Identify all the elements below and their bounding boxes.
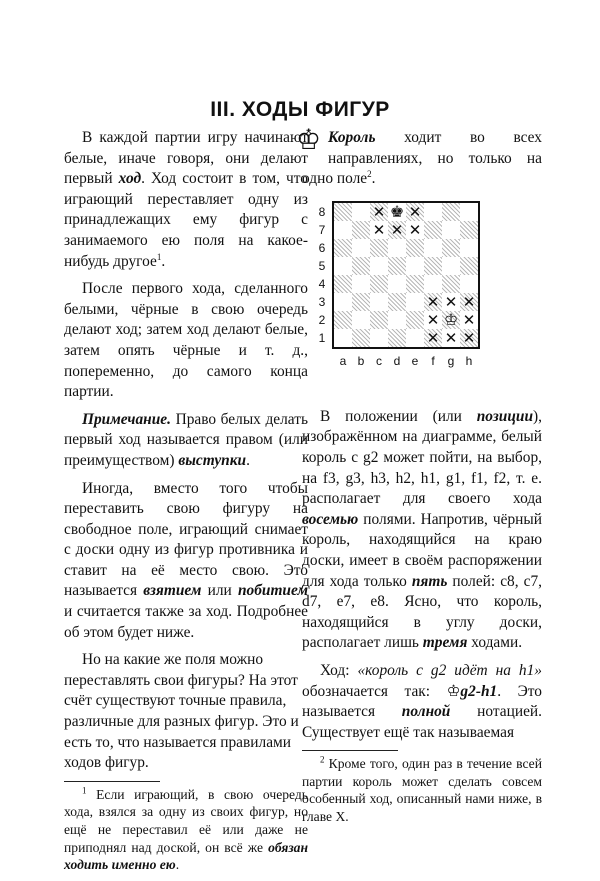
cross-icon: ✕ (426, 310, 440, 329)
file-label-b: b (357, 353, 365, 368)
paragraph-position (302, 407, 542, 654)
footnote-ref-2: 2 (367, 169, 372, 180)
note-label: Примечание. (82, 410, 171, 428)
text: ходами. (467, 634, 523, 652)
text: Кроме того, один раз в течение всей партии король может сделать совсем особенный ход, описанный нами ниже, в главе X. (302, 756, 542, 825)
footnote-2 (302, 755, 542, 825)
square-f6 (424, 239, 442, 257)
square-b3 (352, 293, 370, 311)
footnote-number: 1 (82, 785, 87, 796)
file-label-a: a (339, 353, 347, 368)
term-capture: взятием (143, 582, 202, 600)
square-e5 (406, 257, 424, 275)
move-notation: g2-h1 (460, 682, 498, 700)
cross-icon: ✕ (426, 328, 440, 347)
square-h8 (460, 203, 478, 221)
paragraph-notation (302, 661, 542, 743)
text: нотацией. Существует ещё так называемая (302, 703, 542, 741)
text: Ход: (320, 661, 358, 679)
chapter-title: III. ХОДЫ ФИГУР (210, 98, 390, 121)
chess-diagram (302, 197, 542, 393)
square-h3 (460, 293, 478, 311)
square-f3 (424, 293, 442, 311)
square-c8 (370, 203, 388, 221)
text: Иногда, вместо того чтобы переставить свою фигуру на свободное поле, играющий снимает с доски одну из фигур противника и ставит на её место свою. Это называется (64, 479, 308, 600)
rank-label-4: 4 (318, 276, 326, 291)
footnote-divider (64, 781, 160, 782)
square-c3 (370, 293, 388, 311)
footnote-ref-1: 1 (156, 251, 162, 262)
square-b5 (352, 257, 370, 275)
square-f2 (424, 311, 442, 329)
footnote-number: 2 (320, 754, 325, 765)
square-b1 (352, 329, 370, 347)
square-g1 (442, 329, 460, 347)
cross-icon: ✕ (462, 310, 476, 329)
text: . Ход состоит в том, что играющий переставляет одну из принадлежащих ему фигур с занимаемого ею поля на какое-нибудь другое (64, 170, 308, 270)
square-e6 (406, 239, 424, 257)
emphasis: обязан ходить именно ею (64, 839, 308, 873)
text: . (161, 252, 166, 270)
term-five: пять (411, 572, 448, 590)
square-d6 (388, 239, 406, 257)
cross-icon: ✕ (390, 220, 404, 239)
square-a3 (334, 293, 352, 311)
cross-icon: ✕ (372, 220, 386, 239)
paragraph-alternation: После первого хода, сделанного белыми, чёрные в свою очередь делают ход; затем ход делают белые, затем опять чёрные и т. д., попеременно, до самого конца партии. (64, 280, 308, 401)
paragraph-note (64, 410, 308, 472)
square-c4 (370, 275, 388, 293)
paragraph-rules: Но на какие же поля можно переставлять свои фигуры? На этот счёт существуют точные правила, различные для разных фигур. Это и есть то, что называется правилами ходов фигур. (64, 651, 299, 772)
square-a8 (334, 203, 352, 221)
square-d4 (388, 275, 406, 293)
square-b2 (352, 311, 370, 329)
black-king-icon: ♚ (389, 201, 405, 221)
rank-label-5: 5 (318, 258, 326, 273)
square-d7 (388, 221, 406, 239)
square-a4 (334, 275, 352, 293)
square-h6 (460, 239, 478, 257)
text: Право белых делать первый ход называется правом (или преимуществом) (64, 410, 308, 469)
rank-label-6: 6 (318, 240, 326, 255)
square-a6 (334, 239, 352, 257)
square-g6 (442, 239, 460, 257)
rank-label-2: 2 (318, 312, 326, 327)
file-label-c: c (376, 353, 382, 368)
text: Если играющий, в свою очередь хода, взялся за одну из своих фигур, но ещё не переставил её или даже не приподнял над доской, он всё же (64, 786, 308, 855)
square-d1 (388, 329, 406, 347)
square-b7 (352, 221, 370, 239)
square-c5 (370, 257, 388, 275)
text: полями. Напротив, чёрный король, находящийся на краю доски, имеет в своём распоряжении для хода только (302, 510, 542, 590)
square-h1 (460, 329, 478, 347)
text: . (246, 451, 250, 469)
cross-icon: ✕ (444, 328, 458, 347)
square-b6 (352, 239, 370, 257)
square-f4 (424, 275, 442, 293)
square-h4 (460, 275, 478, 293)
file-labels (334, 351, 478, 372)
cross-icon: ✕ (444, 292, 458, 311)
term-three: тремя (422, 634, 468, 652)
footnote-divider (302, 750, 398, 751)
square-h7 (460, 221, 478, 239)
square-a1 (334, 329, 352, 347)
text: или (201, 582, 238, 600)
square-e8 (406, 203, 424, 221)
term-capture-alt: побитием (237, 582, 308, 600)
text: В каждой партии игру начинают белые, иначе говоря, они делают первый (64, 129, 308, 188)
paragraph-first-move (64, 128, 308, 272)
text: и считается также за ход. Подробнее об этом будет ниже. (64, 603, 308, 641)
square-e1 (406, 329, 424, 347)
file-label-e: e (411, 353, 419, 368)
rank-label-1: 1 (318, 330, 326, 345)
cross-icon: ✕ (462, 328, 476, 347)
text: . Это называется (302, 682, 542, 721)
paragraph-king-intro (296, 123, 542, 190)
king-icon: ♔ (296, 123, 322, 156)
file-label-f: f (431, 353, 435, 368)
square-e4 (406, 275, 424, 293)
square-g3 (442, 293, 460, 311)
right-column (296, 123, 542, 833)
move-description: «король с g2 идёт на h1» (357, 661, 542, 679)
text: ходит во всех направлениях, но только на одно поле (302, 129, 542, 188)
square-g8 (442, 203, 460, 221)
cross-icon: ✕ (408, 220, 422, 239)
rank-label-7: 7 (318, 222, 326, 237)
term-move: ход (118, 170, 142, 188)
text: ), изображённом на диаграмме, белый король с g2 может пойти, на выбор, на f3, g3, h3, h2, h1, g1, f1, f2, т. е. располагает для своего хода (302, 407, 542, 508)
square-g5 (442, 257, 460, 275)
square-a5 (334, 257, 352, 275)
square-a2 (334, 311, 352, 329)
text: В положении (или (320, 407, 477, 425)
square-b4 (352, 275, 370, 293)
rank-label-8: 8 (318, 204, 326, 219)
square-h5 (460, 257, 478, 275)
chess-board (332, 201, 480, 349)
square-e2 (406, 311, 424, 329)
left-column (64, 128, 308, 881)
text: полей: c8, c7, d7, e7, e8. Ясно, что король, находящийся в углу доски, располагает лишь (302, 572, 542, 652)
square-g7 (442, 221, 460, 239)
cross-icon: ✕ (426, 292, 440, 311)
term-position: позиции (476, 407, 534, 425)
square-c1 (370, 329, 388, 347)
square-f1 (424, 329, 442, 347)
file-label-g: g (447, 353, 455, 368)
square-c6 (370, 239, 388, 257)
square-e3 (406, 293, 424, 311)
square-d5 (388, 257, 406, 275)
square-f5 (424, 257, 442, 275)
text: обозначается так: (302, 682, 447, 700)
white-king-icon: ♔ (443, 309, 459, 329)
square-g4 (442, 275, 460, 293)
text: . (371, 170, 376, 188)
file-label-d: d (393, 353, 401, 368)
paragraph-capture (64, 479, 308, 644)
king-notation-icon: ♔ (446, 682, 461, 700)
cross-icon: ✕ (372, 202, 386, 221)
square-h2 (460, 311, 478, 329)
square-b8 (352, 203, 370, 221)
square-f8 (424, 203, 442, 221)
square-d8 (388, 203, 406, 221)
term-vystupka: выступки (178, 451, 247, 469)
square-f7 (424, 221, 442, 239)
footnote-1 (64, 786, 308, 874)
square-d3 (388, 293, 406, 311)
square-d2 (388, 311, 406, 329)
square-e7 (406, 221, 424, 239)
square-c2 (370, 311, 388, 329)
square-c7 (370, 221, 388, 239)
square-g2 (442, 311, 460, 329)
term-king: Король (328, 129, 376, 146)
rank-label-3: 3 (318, 294, 326, 309)
rank-labels (316, 203, 328, 347)
square-a7 (334, 221, 352, 239)
term-eight: восемью (302, 510, 359, 528)
cross-icon: ✕ (408, 202, 422, 221)
text: . (175, 857, 180, 873)
cross-icon: ✕ (462, 292, 476, 311)
file-label-h: h (465, 353, 473, 368)
term-full: полной (401, 703, 451, 721)
